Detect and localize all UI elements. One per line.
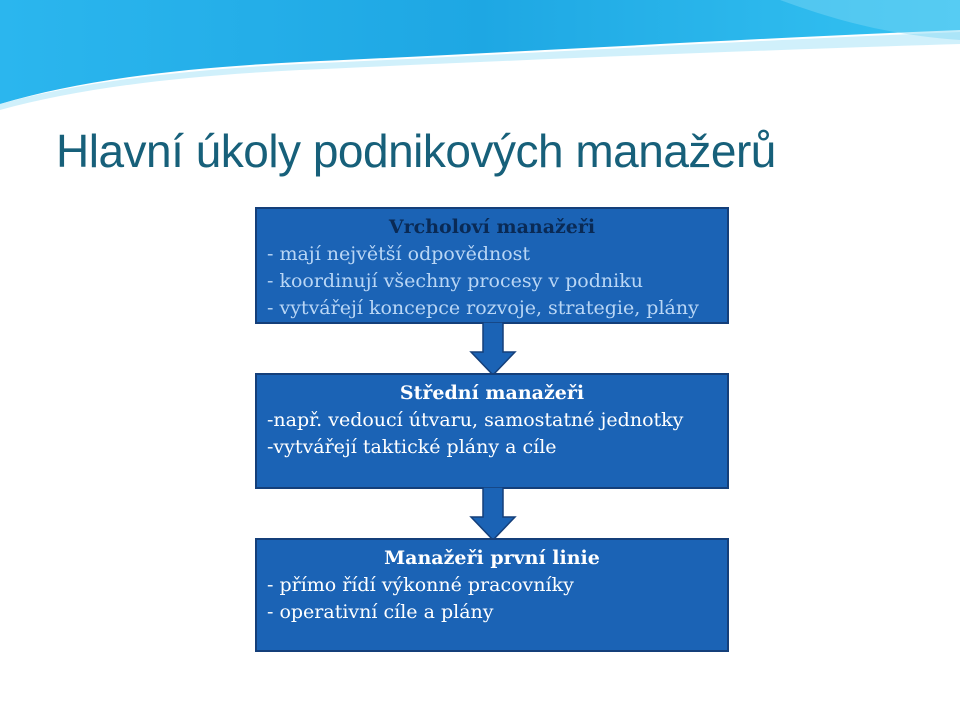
box-first-line-managers [255, 538, 729, 652]
slide-title: Hlavní úkoly podnikových manažerů [56, 125, 776, 177]
box-top-title: Vrcholoví manažeři [388, 216, 596, 238]
box-middle-line-2: -vytvářejí taktické plány a cíle [267, 436, 557, 458]
box-middle-managers [255, 373, 729, 489]
arrow-down-icon [469, 487, 517, 541]
header-wave-band [0, 0, 960, 110]
arrow-down-icon [469, 322, 517, 376]
box-middle-line-1: -např. vedoucí útvaru, samostatné jednotky [267, 409, 684, 431]
box-top-line-2: - koordinují všechny procesy v podniku [267, 270, 643, 292]
box-bottom-title: Manažeři první linie [384, 547, 600, 569]
box-top-line-1: - mají největší odpovědnost [267, 243, 531, 265]
box-bottom-line-1: - přímo řídí výkonné pracovníky [267, 574, 574, 596]
box-top-line-3: - vytvářejí koncepce rozvoje, strategie, plány [267, 297, 699, 319]
box-top-managers [255, 207, 729, 324]
box-bottom-line-2: - operativní cíle a plány [267, 601, 494, 623]
box-middle-title: Střední manažeři [399, 382, 585, 404]
